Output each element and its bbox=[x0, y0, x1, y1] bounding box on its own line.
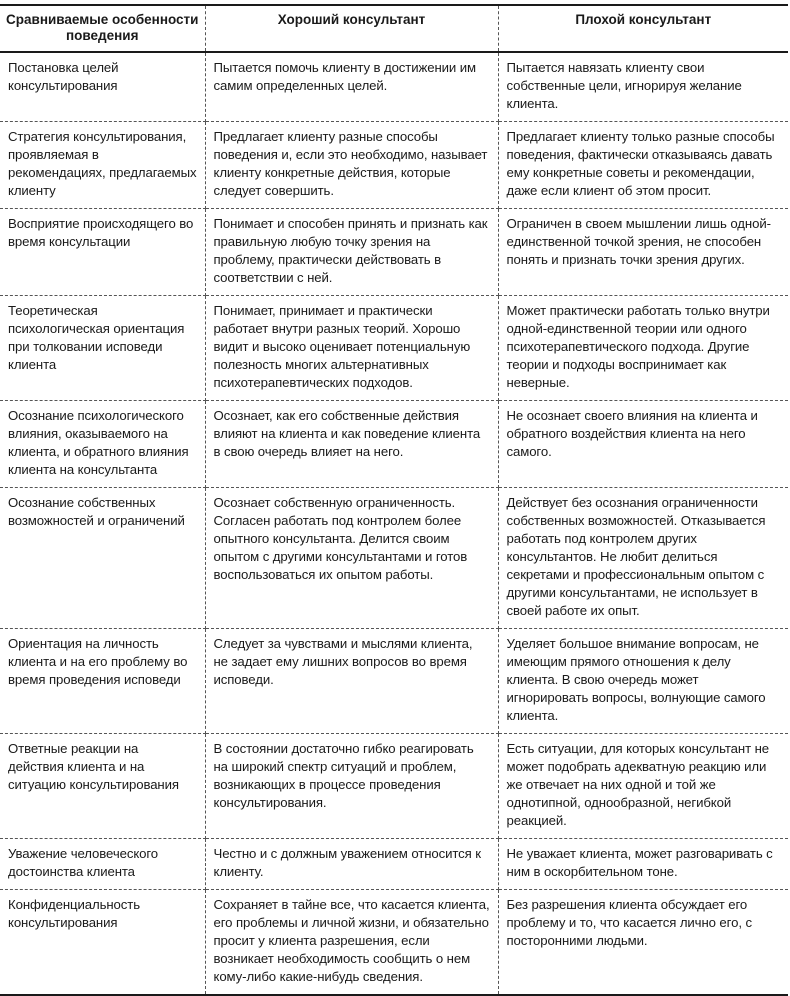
good-cell: Осознает собственную ограниченность. Согласен работать под контролем более опытного консультанта. Делится своим опытом с другими консультантами и готов воспользоваться их опытом работы. bbox=[205, 488, 498, 629]
bad-cell: Действует без осознания ограниченности собственных возможностей. Отказывается работать под контролем других консультантов. Не любит делиться секретами и профессиональным опытом с другими консультантами, не использует в своей работе их опыт. bbox=[498, 488, 788, 629]
feature-cell: Ориентация на личность клиента и на его проблему во время проведения исповеди bbox=[0, 629, 205, 734]
table-header bbox=[0, 5, 788, 52]
bad-cell: Ограничен в своем мышлении лишь одной-единственной точкой зрения, не способен понять и признать точки зрения других. bbox=[498, 209, 788, 296]
feature-cell: Конфиденциальность консультирования bbox=[0, 890, 205, 996]
feature-cell: Ответные реакции на действия клиента и на ситуацию консультирования bbox=[0, 734, 205, 839]
good-cell: Честно и с должным уважением относится к клиенту. bbox=[205, 839, 498, 890]
feature-cell: Осознание собственных возможностей и ограничений bbox=[0, 488, 205, 629]
table-row bbox=[0, 734, 788, 839]
bad-cell: Предлагает клиенту только разные способы поведения, фактически отказываясь давать ему конкретные советы и рекомендации, даже если клиент об этом просит. bbox=[498, 122, 788, 209]
table-row bbox=[0, 488, 788, 629]
table-row bbox=[0, 52, 788, 122]
table-row bbox=[0, 122, 788, 209]
bad-cell: Пытается навязать клиенту свои собственные цели, игнорируя желание клиента. bbox=[498, 52, 788, 122]
feature-cell: Теоретическая психологическая ориентация при толковании исповеди клиента bbox=[0, 296, 205, 401]
bad-cell: Может практически работать только внутри одной-единственной теории или одного психотерапевтического подхода. Другие теории и подходы воспринимает как неверные. bbox=[498, 296, 788, 401]
table-row bbox=[0, 839, 788, 890]
good-cell: Сохраняет в тайне все, что касается клиента, его проблемы и личной жизни, и обязательно просит у клиента разрешения, если возникает необходимость сообщить о нем кому-либо какие-нибудь сведения. bbox=[205, 890, 498, 996]
bad-cell: Не уважает клиента, может разговаривать с ним в оскорбительном тоне. bbox=[498, 839, 788, 890]
feature-cell: Восприятие происходящего во время консультации bbox=[0, 209, 205, 296]
header-bad-consultant: Плохой консультант bbox=[498, 5, 788, 52]
comparison-table bbox=[0, 4, 788, 996]
good-cell: Следует за чувствами и мыслями клиента, не задает ему лишних вопросов во время исповеди. bbox=[205, 629, 498, 734]
header-feature: Сравниваемые особенности поведения bbox=[0, 5, 205, 52]
table-row bbox=[0, 890, 788, 996]
feature-cell: Осознание психологического влияния, оказываемого на клиента, и обратного влияния клиента на консультанта bbox=[0, 401, 205, 488]
good-cell: В состоянии достаточно гибко реагировать на широкий спектр ситуаций и проблем, возникающих в процессе проведения консультирования. bbox=[205, 734, 498, 839]
bad-cell: Без разрешения клиента обсуждает его проблему и то, что касается лично его, с посторонними людьми. bbox=[506, 897, 752, 948]
table-row bbox=[0, 401, 788, 488]
good-cell: Осознает, как его собственные действия влияют на клиента и как поведение клиента в свою очередь влияет на него. bbox=[205, 401, 498, 488]
feature-cell: Стратегия консультирования, проявляемая в рекомендациях, предлагаемых клиенту bbox=[0, 122, 205, 209]
good-cell: Понимает и способен принять и признать как правильную любую точку зрения на проблему, практически действовать в соответствии с ней. bbox=[205, 209, 498, 296]
good-cell: Пытается помочь клиенту в достижении им самим определенных целей. bbox=[205, 52, 498, 122]
table-body bbox=[0, 52, 788, 995]
good-cell: Понимает, принимает и практически работает внутри разных теорий. Хорошо видит и высоко оценивает потенциальную полезность многих альтернативных психотерапевтических подходов. bbox=[205, 296, 498, 401]
bad-cell: Есть ситуации, для которых консультант не может подобрать адекватную реакцию или же отвечает на них одной и той же однотипной, однообразной, негибкой реакцией. bbox=[498, 734, 788, 839]
table-row bbox=[0, 296, 788, 401]
header-good-consultant: Хороший консультант bbox=[205, 5, 498, 52]
table-row bbox=[0, 209, 788, 296]
feature-cell: Постановка целей консультирования bbox=[0, 52, 205, 122]
feature-cell: Уважение человеческого достоинства клиента bbox=[0, 839, 205, 890]
table-row bbox=[0, 629, 788, 734]
good-cell: Предлагает клиенту разные способы поведения и, если это необходимо, называет клиенту конкретные действия, которые следует совершить. bbox=[205, 122, 498, 209]
bad-cell: Уделяет большое внимание вопросам, не имеющим прямого отношения к делу клиента. В свою очередь может игнорировать вопросы, волнующие самого клиента. bbox=[498, 629, 788, 734]
bad-cell: Не осознает своего влияния на клиента и обратного воздействия клиента на него самого. bbox=[498, 401, 788, 488]
header-row bbox=[0, 5, 788, 52]
